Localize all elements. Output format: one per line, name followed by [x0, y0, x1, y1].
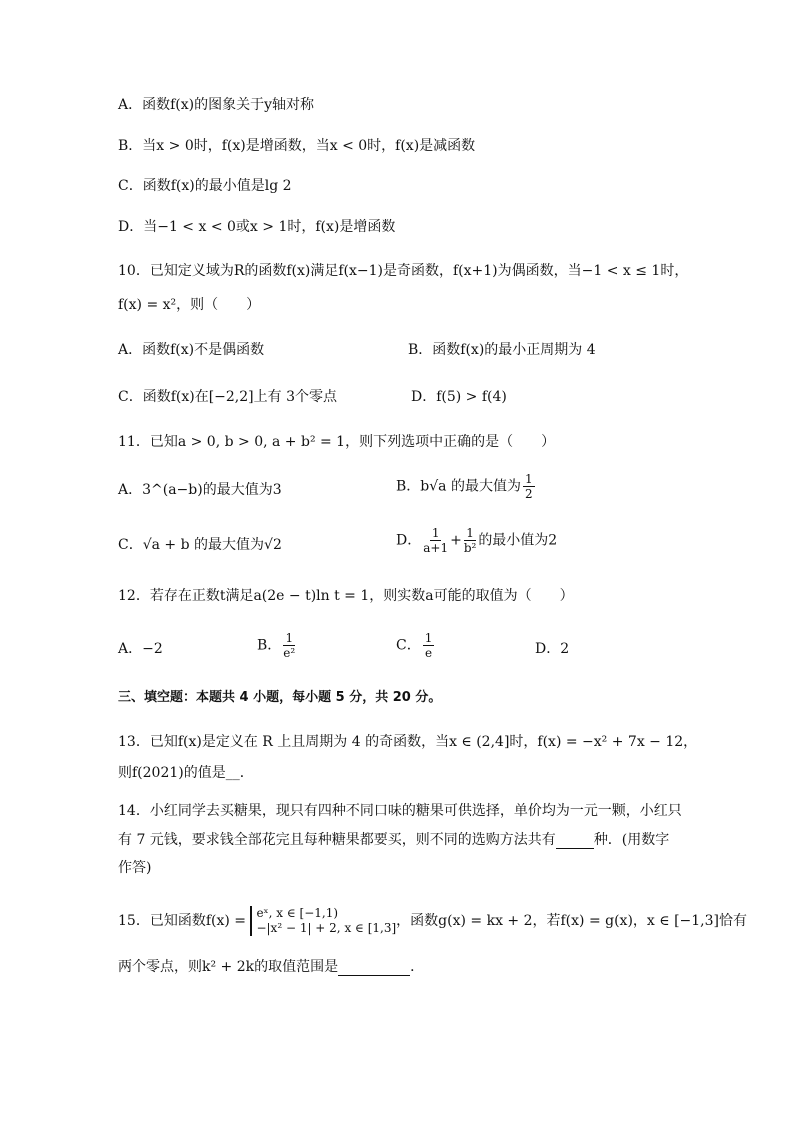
- q11-d-f2-denominator: b²: [463, 541, 477, 555]
- q11-d-suffix: 的最小值为2: [478, 532, 558, 549]
- q15-line2: [118, 958, 424, 976]
- q10-stem-line1: 10．已知定义域为R的函数f(x)满足f(x−1)是奇函数，f(x+1)为偶函数，当−1 < x ≤ 1时，: [118, 263, 689, 279]
- q10-option-d: D．f(5) > f(4): [411, 389, 507, 405]
- q11-d-fraction-2: [464, 526, 477, 555]
- q12-c-prefix: C．: [396, 637, 421, 654]
- q11-d-f1-numerator: 1: [431, 526, 440, 540]
- q11-option-b: [396, 472, 537, 501]
- q11-d-f1-denominator: a+1: [423, 541, 449, 555]
- q15-line1: [118, 906, 747, 936]
- q12-c-numerator: 1: [424, 631, 433, 645]
- q10-option-c: C．函数f(x)在[−2,2]上有 3个零点: [118, 389, 337, 405]
- q12-b-denominator: e²: [283, 646, 296, 660]
- q12-option-a: A．−2: [118, 641, 163, 657]
- q10-stem-line2: f(x) = x²，则（ ）: [118, 297, 261, 313]
- q9-option-b: B．当x > 0时，f(x)是增函数，当x < 0时，f(x)是减函数: [118, 138, 476, 154]
- q9-option-a: A．函数f(x)的图象关于y轴对称: [118, 97, 315, 113]
- q15-case-1: eˣ, x ∈ [−1,1): [256, 906, 339, 920]
- q12-option-b: [257, 631, 297, 660]
- q9-option-d: D．当−1 < x < 0或x > 1时，f(x)是增函数: [118, 219, 396, 235]
- q11-b-numerator: 1: [524, 472, 533, 486]
- q14-line1: 14．小红同学去买糖果，现只有四种不同口味的糖果可供选择，单价均为一元一颗，小红只: [118, 803, 682, 819]
- q11-option-c: C．√a + b 的最大值为√2: [118, 537, 282, 553]
- q12-b-fraction: [283, 631, 295, 660]
- q15-case-2: −|x² − 1| + 2, x ∈ [1,3]: [256, 921, 397, 935]
- q11-b-prefix: B．b√a 的最大值为: [396, 478, 521, 495]
- q15-answer-blank: [338, 961, 410, 976]
- q11-b-fraction: [523, 472, 535, 501]
- q10-option-a: A．函数f(x)不是偶函数: [118, 342, 265, 358]
- q14-line3: 作答): [118, 860, 152, 876]
- q14-line2: [118, 831, 669, 849]
- q13-line2: 则f(2021)的值是__．: [118, 765, 254, 781]
- q11-d-fraction-1: [423, 526, 448, 555]
- q14-answer-blank: [556, 834, 594, 849]
- q12-c-fraction: [423, 631, 435, 660]
- q15-piecewise: [250, 906, 396, 936]
- q12-c-denominator: e: [424, 646, 433, 660]
- q11-stem: 11．已知a > 0, b > 0, a + b² = 1，则下列选项中正确的是（ ）: [118, 434, 556, 450]
- q12-option-d: D．2: [535, 641, 570, 657]
- q14-line2-b: 种．(用数字: [593, 832, 670, 848]
- q15-prefix: 15．已知函数f(x) =: [118, 913, 246, 929]
- q15-line2-b: ．: [410, 959, 425, 975]
- q12-stem: 12．若存在正数t满足a(2e − t)ln t = 1，则实数a可能的取值为（ ）: [118, 588, 574, 604]
- q11-d-f2-numerator: 1: [466, 526, 474, 540]
- q15-mid: ，函数g(x) = kx + 2，若f(x) = g(x)，x ∈ [−1,3]恰有: [396, 913, 747, 929]
- q15-line2-a: 两个零点，则k² + 2k的取值范围是: [118, 959, 339, 975]
- q13-line1: 13．已知f(x)是定义在 R 上且周期为 4 的奇函数，当x ∈ (2,4]时，f(x) = −x² + 7x − 12，: [118, 734, 698, 750]
- q11-b-denominator: 2: [524, 487, 533, 501]
- q12-option-c: [396, 631, 436, 660]
- q11-option-d: [396, 526, 557, 555]
- q11-d-prefix: D．: [396, 532, 422, 549]
- q12-b-numerator: 1: [285, 631, 294, 645]
- section-3-heading: 三、填空题：本题共 4 小题，每小题 5 分，共 20 分。: [118, 690, 442, 705]
- q10-option-b: B．函数f(x)的最小正周期为 4: [408, 342, 596, 358]
- q12-b-prefix: B．: [257, 637, 282, 654]
- q9-option-c: C．函数f(x)的最小值是lg 2: [118, 178, 292, 194]
- q14-line2-a: 有 7 元钱，要求钱全部花完且每种糖果都要买，则不同的选购方法共有: [118, 832, 556, 848]
- q11-option-a: A．3^(a−b)的最大值为3: [118, 482, 282, 498]
- q11-d-plus: +: [450, 532, 462, 549]
